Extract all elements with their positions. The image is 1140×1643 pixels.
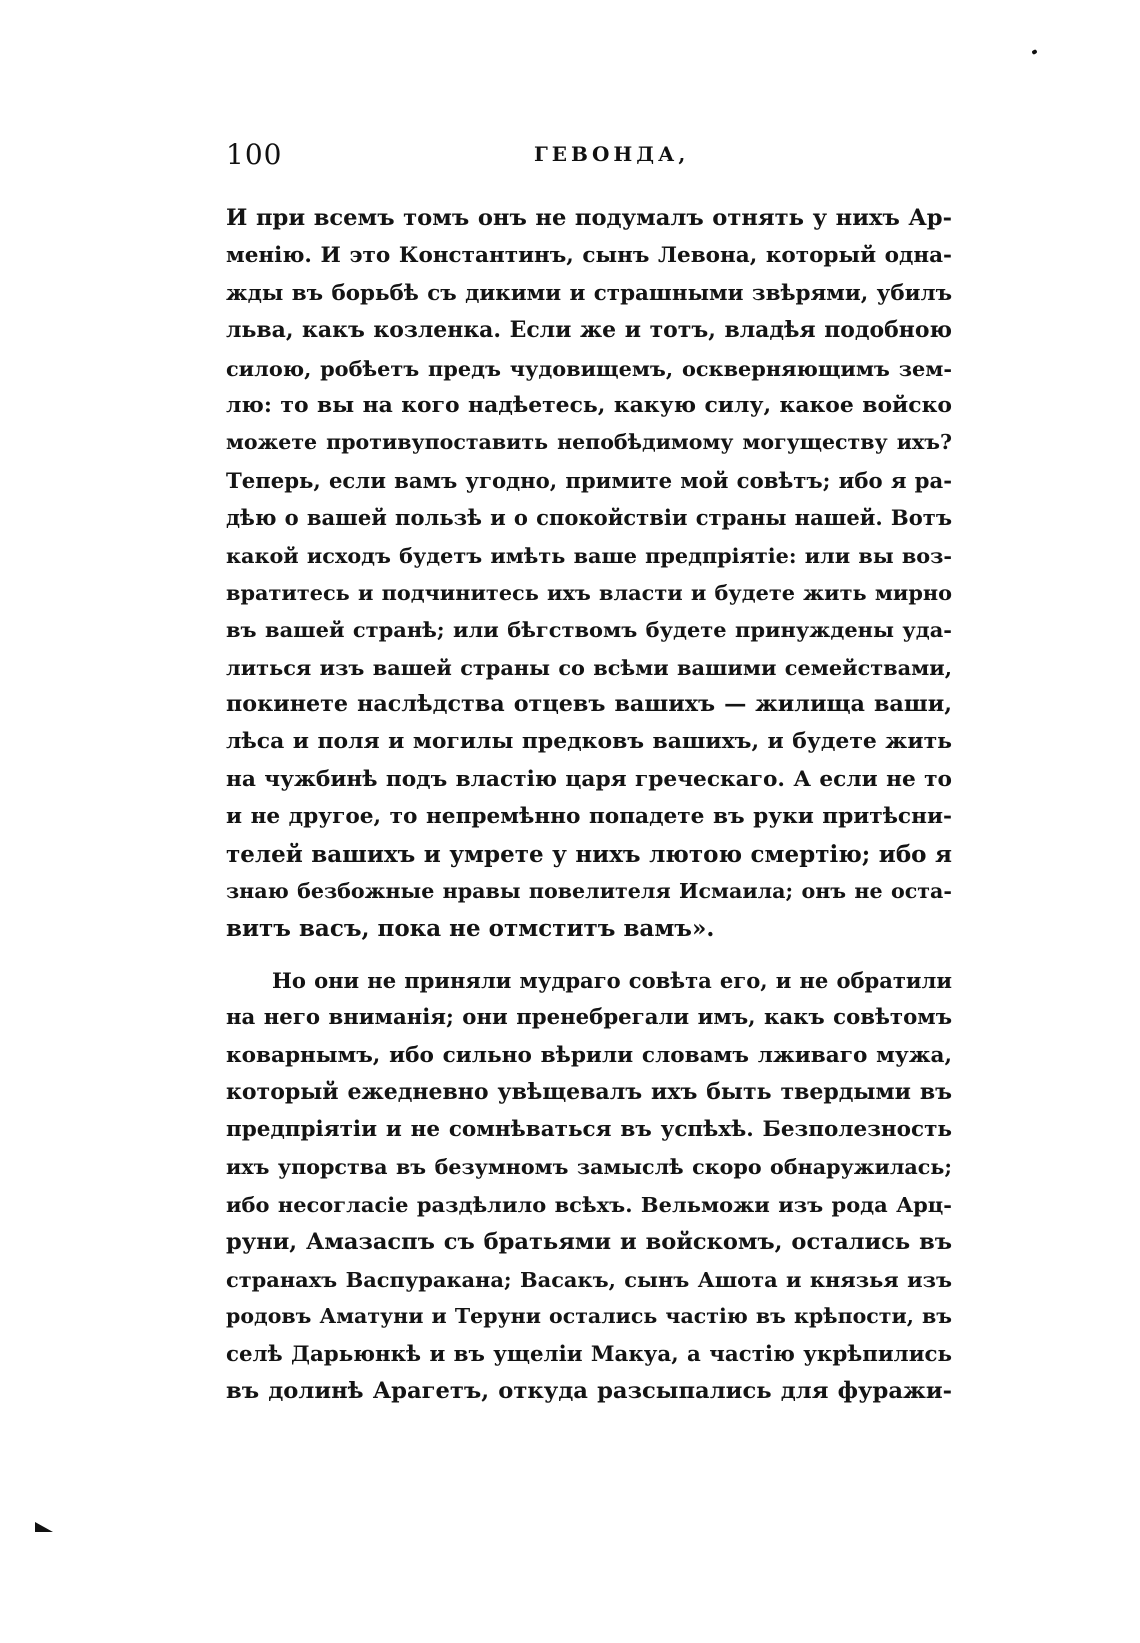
text-line: можете противупоставить непобѣдимому могуществу ихъ?	[226, 430, 952, 455]
text-line: Теперь, если вамъ угодно, примите мой совѣтъ; ибо я ра-	[226, 467, 952, 493]
text-line: странахъ Васпуракана; Васакъ, сынъ Ашота и князья изъ	[226, 1266, 952, 1292]
text-line: И при всемъ томъ онъ не подумалъ отнять у нихъ Ар-	[226, 205, 952, 231]
text-line: льва, какъ козленка. Если же и тотъ, владѣя подобною	[226, 317, 952, 344]
ink-speck	[1031, 49, 1037, 55]
text-line: лѣса и поля и могилы предковъ вашихъ, и будете жить	[226, 728, 952, 755]
text-line: силою, робѣетъ предъ чудовищемъ, оскверняющимъ зем-	[226, 355, 952, 381]
text-line: менію. И это Константинъ, сынъ Левона, который одна-	[226, 243, 952, 269]
body-text	[226, 200, 952, 1411]
text-line: въ долинѣ Арагетъ, откуда разсыпались для фуражи-	[226, 1378, 952, 1405]
text-line: ибо несогласіе раздѣлило всѣхъ. Вельможи изъ рода Арц-	[226, 1192, 952, 1218]
text-line: телей вашихъ и умрете у нихъ лютою смертію; ибо я	[226, 840, 952, 868]
paragraph-gap	[226, 948, 952, 962]
text-line: въ вашей странѣ; или бѣгствомъ будете принуждены уда-	[226, 617, 952, 643]
text-line: литься изъ вашей страны со всѣми вашими семействами,	[226, 654, 952, 680]
text-line: на чужбинѣ подъ властію царя греческаго. А если не то	[226, 766, 952, 792]
text-line: покинете наслѣдства отцевъ вашихъ — жилища ваши,	[226, 691, 952, 718]
text-line: родовъ Аматуни и Теруни остались частію въ крѣпости, въ	[226, 1304, 952, 1329]
text-line: коварнымъ, ибо сильно вѣрили словамъ лживаго мужа,	[226, 1042, 952, 1068]
text-line: селѣ Дарьюнкѣ и въ ущеліи Макуа, а частію укрѣпились	[226, 1341, 952, 1367]
text-line: знаю безбожные нравы повелителя Исмаила; онъ не оста-	[226, 879, 952, 904]
text-line: лю: то вы на кого надѣетесь, какую силу, какое войско	[226, 391, 952, 418]
text-line: жды въ борьбѣ съ дикими и страшными звѣрями, убилъ	[226, 280, 952, 306]
text-line: предпріятіи и не сомнѣваться въ успѣхѣ. Безполезность	[226, 1117, 952, 1143]
page-number: 100	[226, 138, 283, 171]
text-line: и не другое, то непремѣнно попадете въ руки притѣсни-	[226, 804, 952, 830]
text-line: вратитесь и подчинитесь ихъ власти и будете жить мирно	[226, 579, 952, 605]
text-line: дѣю о вашей пользѣ и о спокойствіи страны нашей. Вотъ	[226, 505, 952, 531]
page-header	[226, 138, 950, 178]
ink-speck	[35, 1522, 53, 1532]
text-line: ихъ упорства въ безумномъ замыслѣ скоро обнаружилась;	[226, 1154, 952, 1179]
text-line: Но они не приняли мудраго совѣта его, и не обратили	[272, 967, 952, 993]
text-line: который ежедневно увѣщевалъ ихъ быть твердыми въ	[226, 1078, 952, 1105]
text-line: на него вниманія; они пренебрегали имъ, какъ совѣтомъ	[226, 1005, 952, 1031]
text-line: какой исходъ будетъ имѣть ваше предпріятіе: или вы воз-	[226, 542, 952, 568]
running-head: ГЕВОНДА,	[534, 142, 690, 166]
text-line: руни, Амазаспъ съ братьями и войскомъ, остались въ	[226, 1228, 952, 1255]
text-line: витъ васъ, пока не отмститъ вамъ».	[226, 915, 715, 943]
